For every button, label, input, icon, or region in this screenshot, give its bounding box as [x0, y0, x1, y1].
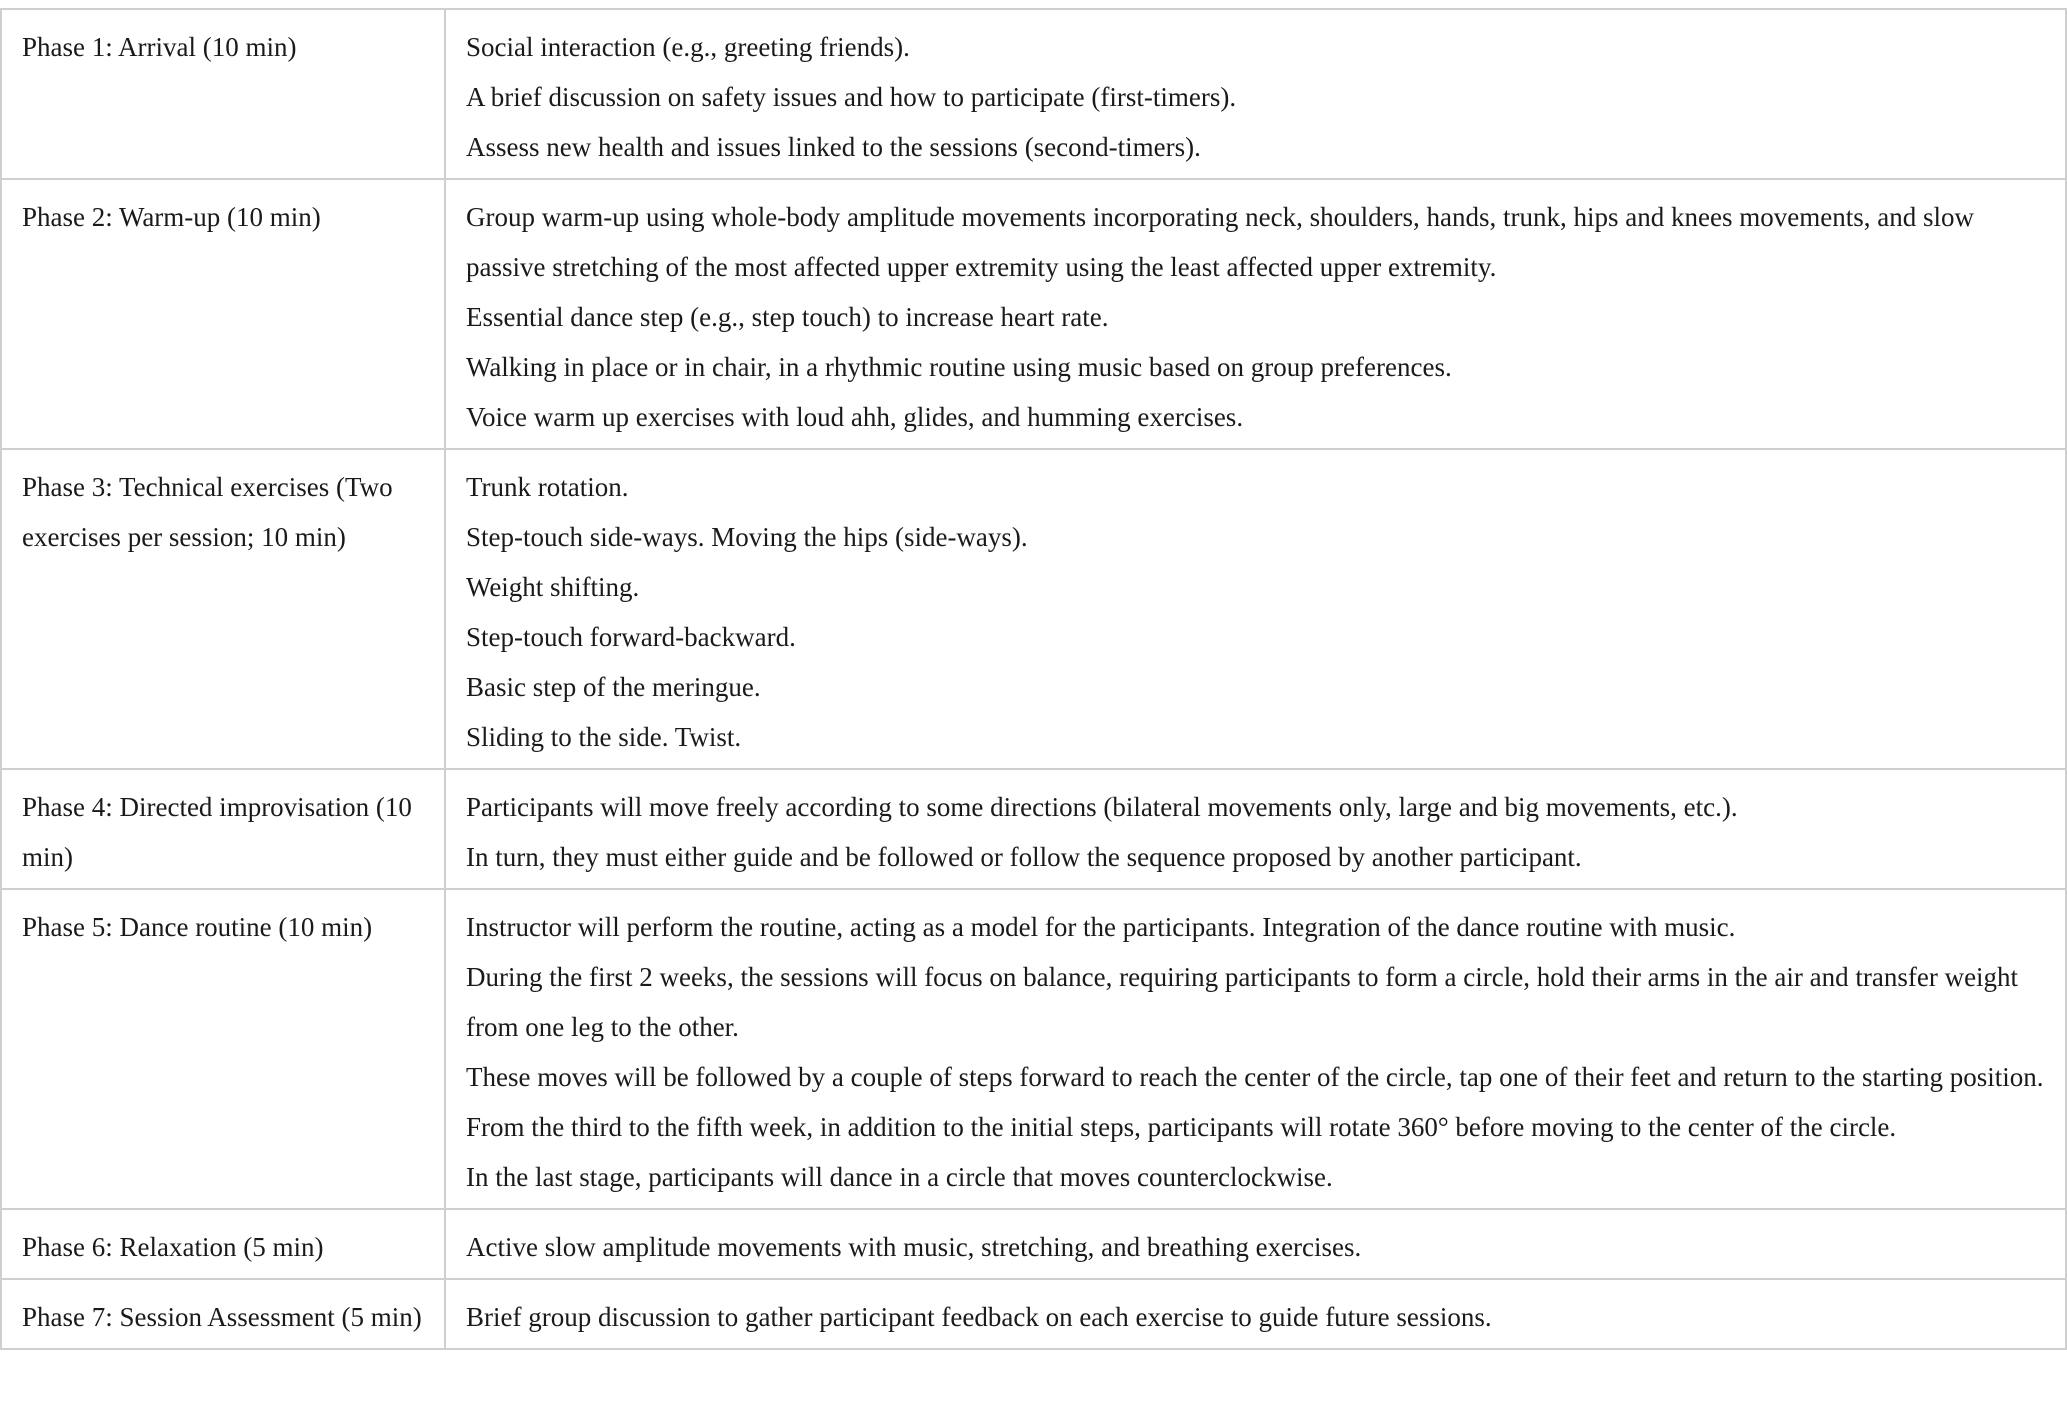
description-line: Step-touch side-ways. Moving the hips (side-ways). [466, 522, 1028, 552]
table-row [1, 449, 2066, 769]
table-row [1, 889, 2066, 1209]
phase-label-cell: Phase 7: Session Assessment (5 min) [1, 1279, 445, 1349]
phase-description-cell [445, 769, 2066, 889]
description-line: In turn, they must either guide and be followed or follow the sequence proposed by another participant. [466, 842, 1582, 872]
description-line: From the third to the fifth week, in addition to the initial steps, participants will rotate 360° before moving to the center of the circle. [466, 1112, 1897, 1142]
description-line: Brief group discussion to gather participant feedback on each exercise to guide future sessions. [466, 1302, 1492, 1332]
phase-label-cell: Phase 1: Arrival (10 min) [1, 9, 445, 179]
description-line: In the last stage, participants will dance in a circle that moves counterclockwise. [466, 1162, 1333, 1192]
description-line: Instructor will perform the routine, acting as a model for the participants. Integration of the dance routine with music. [466, 912, 1736, 942]
phase-label-cell: Phase 6: Relaxation (5 min) [1, 1209, 445, 1279]
description-line: Assess new health and issues linked to the sessions (second-timers). [466, 132, 1201, 162]
phase-label-cell: Phase 5: Dance routine (10 min) [1, 889, 445, 1209]
session-protocol-table [0, 8, 2067, 1350]
table-row [1, 1209, 2066, 1279]
phase-description-cell [445, 179, 2066, 449]
phase-description-cell [445, 1279, 2066, 1349]
description-line: Essential dance step (e.g., step touch) to increase heart rate. [466, 302, 1109, 332]
description-line: Social interaction (e.g., greeting friends). [466, 32, 910, 62]
description-line: Weight shifting. [466, 572, 640, 602]
phase-label-cell: Phase 2: Warm-up (10 min) [1, 179, 445, 449]
description-line: Sliding to the side. Twist. [466, 722, 742, 752]
phase-description-cell [445, 1209, 2066, 1279]
description-line: A brief discussion on safety issues and how to participate (first-timers). [466, 82, 1237, 112]
phase-description-cell [445, 889, 2066, 1209]
description-line: These moves will be followed by a couple of steps forward to reach the center of the circle, tap one of their feet and return to the starting position. [466, 1062, 2044, 1092]
phase-description-cell [445, 9, 2066, 179]
description-line: Participants will move freely according to some directions (bilateral movements only, large and big movements, etc.). [466, 792, 1738, 822]
phase-description-cell [445, 449, 2066, 769]
description-line: Walking in place or in chair, in a rhythmic routine using music based on group preferences. [466, 352, 1452, 382]
description-line: Voice warm up exercises with loud ahh, glides, and humming exercises. [466, 402, 1244, 432]
description-line: Basic step of the meringue. [466, 672, 761, 702]
phase-label-cell: Phase 3: Technical exercises (Two exercises per session; 10 min) [1, 449, 445, 769]
table-row [1, 769, 2066, 889]
description-line: Group warm-up using whole-body amplitude movements incorporating neck, shoulders, hands, trunk, hips and knees movements, and slow passive stretching of the most affected upper extremity using the least affected upper extremity. [466, 202, 1974, 282]
description-line: During the first 2 weeks, the sessions will focus on balance, requiring participants to form a circle, hold their arms in the air and transfer weight from one leg to the other. [466, 962, 2019, 1042]
description-line: Active slow amplitude movements with music, stretching, and breathing exercises. [466, 1232, 1362, 1262]
description-line: Step-touch forward-backward. [466, 622, 796, 652]
table-row [1, 179, 2066, 449]
table-body [1, 9, 2066, 1349]
phase-label-cell: Phase 4: Directed improvisation (10 min) [1, 769, 445, 889]
table-row [1, 1279, 2066, 1349]
table-row [1, 9, 2066, 179]
description-line: Trunk rotation. [466, 472, 629, 502]
